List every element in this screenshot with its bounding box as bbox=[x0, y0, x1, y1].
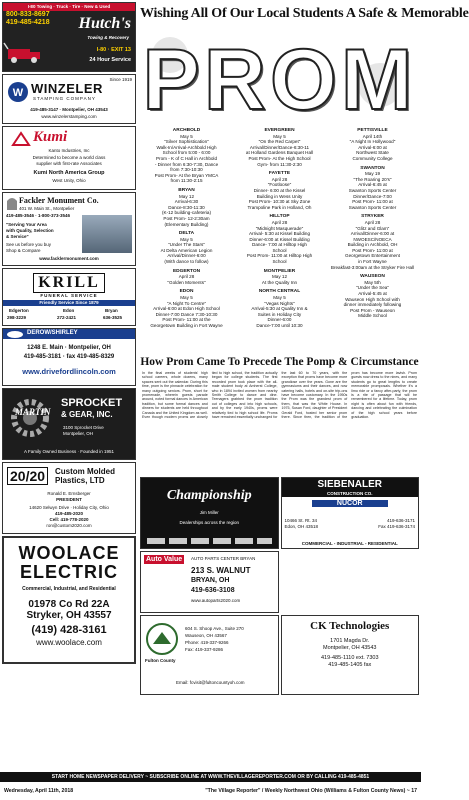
winzeler-ad bbox=[2, 74, 136, 124]
woolace-sub: Commercial, Industrial, and Residential bbox=[22, 586, 116, 592]
event-school: HILLTOP bbox=[269, 214, 290, 220]
event-theme: "On the Red Carpet" bbox=[258, 139, 301, 145]
custom-name2: Plastics, LTD bbox=[55, 476, 105, 485]
event-detail: from 11:30-2:15 bbox=[170, 178, 203, 184]
event-detail: (Elementary Building) bbox=[164, 221, 209, 227]
event-school: NORTH CENTRAL bbox=[258, 289, 301, 295]
fackler-shop: Shop & Compare bbox=[6, 248, 41, 253]
monument-photo bbox=[82, 215, 132, 253]
autovalue-label: AUTO PARTS CENTER BRYAN bbox=[191, 556, 256, 561]
event-date: April 28 bbox=[271, 176, 288, 182]
fackler-serving2: with Quality, Selection bbox=[6, 228, 54, 233]
fackler-name: Fackler Monument Co. bbox=[19, 196, 99, 205]
event-theme: "Footloose" bbox=[267, 182, 292, 188]
hutchs-exit: I-80 · EXIT 13 bbox=[96, 47, 131, 53]
fackler-addr: 401 W. Main St., Montpelier bbox=[19, 206, 75, 211]
event-school: PETTISVILLE bbox=[357, 128, 388, 133]
ck-addr2: Montpelier, OH 43543 bbox=[322, 644, 377, 651]
siebenaler-addr1: 10466 St. Rt. 34 bbox=[284, 518, 318, 523]
event-detail: Dance-7:00 until 10:30 bbox=[256, 323, 303, 328]
siebenaler-ph: 419-636-3171 bbox=[386, 518, 415, 523]
fackler-serving1: "Serving Your Area bbox=[6, 222, 47, 227]
event-detail: Arrival-6:00 at Edon High School bbox=[153, 306, 220, 312]
krill-bar: Friendly Service Since 1879 bbox=[3, 300, 135, 306]
hutchs-hours: 24 Hour Service bbox=[89, 57, 131, 63]
event-detail: dinner immediately following bbox=[343, 302, 402, 308]
event-theme: "Glitz and Glam" bbox=[355, 225, 390, 231]
event-detail: Prom - K of C Hall in Archbold bbox=[155, 155, 218, 161]
kumi-sub: Kanto Industries, Inc bbox=[48, 148, 90, 153]
woolace-name1: WOOLACE bbox=[18, 543, 120, 563]
event-detail: Dinner-7:00 Dance 7:30-10:30 bbox=[155, 311, 218, 317]
championship-title: Championship bbox=[166, 488, 252, 503]
sprockett-ad bbox=[2, 388, 136, 460]
prom-schedule bbox=[140, 128, 419, 352]
fulton-addr1: 604 S. Shoop Ave., Suite 270 bbox=[185, 626, 244, 631]
event-detail: Walk-In/Arrival-Archbold High bbox=[156, 144, 217, 150]
event-detail: Arrival-6:00 at bbox=[358, 144, 387, 150]
nucor-brand: NUCOR bbox=[312, 500, 389, 507]
kumi-name: Kumi bbox=[33, 129, 68, 145]
monument-icon bbox=[6, 196, 18, 210]
event-detail: Suites in Holiday City bbox=[257, 311, 302, 317]
woolace-web: www.woolace.com bbox=[36, 637, 102, 647]
championship-ad bbox=[140, 477, 279, 549]
event-theme: "The Roaring 20's" bbox=[353, 176, 392, 182]
krill-p1: 298-3229 bbox=[7, 315, 27, 320]
fulton-addr2: Wauseon, OH 43567 bbox=[185, 633, 227, 638]
fulton-org: Fulton County bbox=[145, 658, 176, 663]
hutchs-tagline: I-80 Towing · Truck · Tire · New & Used bbox=[3, 3, 135, 11]
event-theme: At the Quality Inn bbox=[261, 279, 298, 285]
custom-cell: Cell: 419-778-2020 bbox=[49, 517, 89, 522]
sprockett-tag: A Family Owned Business · Founded in 1951 bbox=[23, 449, 115, 454]
winzeler-since: Since 1919 bbox=[109, 77, 132, 82]
schedule-col-1 bbox=[142, 128, 231, 352]
sprockett-name1: MARTIN bbox=[15, 407, 51, 417]
story-body: In the final weeks of students' high school careers, whole dozens, many spaces sent out the calendar. During this time, prom is the pinnacle celebration for many outgoing seniors. Prom, short for promenade, wherein guests parade around, noted formal dances in American tradition, but some formal dances and dinners for students are held throughout Canada and the United Kingdom as well. Even though modern proms are closely tied to high school, the tradition actually began for college students. The first recorded prom took place with the all-male student body at Amherst College, who in 1894 invited women from nearby Smith College to dance and dine. Teenagers grabbed the prom tradition out of colleges and into high schools, and by the early 1940s, proms were relatively tied to high school life. Proms have remained essentially unchanged for the last 60 to 70 years, with the exception that proms have become more grandiose over the years. Gone are the gymnasiums and their dances, and now catering halls, hotels and on-site trip-ons have become customary. In the 1950s the Prom was the grandest prom of them, that was the White House. In 1975, Susan Ford, daughter of President Gerald Ford, hosted her senior prom there. Since then, the tradition of the prom has become more lavish. Prom guests now dress to the nines, and many students go to great lengths to create memorable promposals. Whether it's a limo ride or a fancy after-party, the prom is a rite of passage that will be remembered for a lifetime. Today, prom night is often about fun with friends, dancing and celebrating the culmination of the high school years before graduation. bbox=[142, 371, 417, 420]
event-detail: Dinner-6:00 bbox=[267, 317, 292, 323]
event-detail: School bbox=[272, 247, 287, 253]
hutchs-ad bbox=[2, 2, 136, 72]
siebenaler-bar: COMMERCIAL - INDUSTRIAL - RESIDENTIAL bbox=[301, 540, 398, 546]
autovalue-city: BRYAN, OH bbox=[191, 577, 230, 584]
woolace-addr2: Stryker, OH 43557 bbox=[26, 609, 112, 621]
championship-sub: Jim Miller bbox=[199, 510, 219, 515]
winzeler-address: 419-485-3147 · Montpelier, OH 43543 bbox=[30, 107, 108, 112]
schedule-col-2 bbox=[235, 128, 324, 352]
winzeler-logo-icon bbox=[7, 81, 29, 103]
dealer-logos bbox=[147, 538, 272, 544]
sprockett-name2: SPROCKET bbox=[61, 397, 123, 409]
fulton-county-logo-icon bbox=[145, 622, 179, 656]
event-detail: Post Prom - Wauseon bbox=[350, 307, 395, 313]
event-detail: Swanton Sports Center bbox=[348, 204, 397, 210]
autovalue-phone: 419-636-3108 bbox=[191, 587, 235, 594]
prom-event bbox=[328, 128, 417, 162]
event-date: April 28 bbox=[364, 219, 381, 225]
winzeler-sub: STAMPING COMPANY bbox=[33, 96, 96, 101]
siebenaler-addr2: Edon, OH 43518 bbox=[284, 524, 319, 529]
siebenaler-fax: Fax 419-636-3174 bbox=[378, 524, 415, 529]
event-school: BRYAN bbox=[178, 187, 195, 193]
ck-ad bbox=[281, 615, 420, 695]
event-detail: Arrival/Dinner-6:00 bbox=[167, 253, 206, 259]
event-detail: Post Prom- 11:00 at bbox=[352, 199, 393, 205]
event-theme: "Midnight Masquerade" bbox=[255, 225, 304, 231]
krill-c3: Bryan bbox=[105, 308, 118, 313]
ck-fax: 419-485-1405 fax bbox=[328, 661, 372, 668]
autovalue-ad bbox=[140, 551, 279, 613]
krill-c2: Edon bbox=[63, 308, 75, 313]
event-detail: Arrival- 5:30 at Kissel Building bbox=[248, 231, 311, 237]
prom-event bbox=[328, 274, 417, 319]
prom-event bbox=[235, 269, 324, 286]
event-school: STRYKER bbox=[361, 214, 384, 220]
championship-line: Dealerships across the region bbox=[179, 519, 240, 525]
autovalue-brand: Auto Value bbox=[146, 556, 183, 563]
event-detail: Dinner-6:00 at Kissel Building bbox=[249, 236, 310, 242]
woolace-name2: ELECTRIC bbox=[20, 562, 118, 582]
event-detail: Breakfast-3:00am at the Stryker Fire Hall bbox=[330, 264, 415, 270]
event-date: May 12 bbox=[178, 193, 195, 199]
event-school: WAUSEON bbox=[360, 274, 385, 280]
event-detail: Swanton Sports Center bbox=[348, 187, 397, 193]
fackler-hours: See us before you buy bbox=[6, 242, 52, 247]
prom-event bbox=[142, 289, 231, 328]
custom-title: PRESIDENT bbox=[56, 497, 82, 502]
woolace-phone: (419) 428-3161 bbox=[31, 623, 107, 636]
fackler-ad bbox=[2, 192, 136, 266]
event-date: April 14th bbox=[362, 133, 383, 139]
event-date: April 28 bbox=[178, 274, 195, 280]
autovalue-web: www.autoparts2020.com bbox=[191, 598, 241, 603]
event-school: FAYETTE bbox=[268, 171, 291, 177]
tow-truck-icon bbox=[6, 43, 50, 65]
event-detail: Dinner/Dance-7:00 bbox=[353, 193, 392, 199]
event-theme: "Under the Sea" bbox=[356, 285, 389, 291]
sprockett-name3: & GEAR, INC. bbox=[61, 410, 113, 419]
right-ads bbox=[140, 477, 419, 695]
event-date: May 12 bbox=[271, 274, 288, 280]
event-detail: Post Prom- At the Bryan YMCA bbox=[154, 172, 219, 178]
event-detail: - Dinner from 6:30-7:30, Dance bbox=[154, 161, 219, 167]
event-date: April 28 bbox=[271, 219, 288, 225]
fackler-phone: 419-485-3546 · 1-800-373-3546 bbox=[6, 213, 71, 218]
gerow-web: www.drivefordlincoln.com bbox=[22, 367, 116, 376]
event-school: EDON bbox=[179, 289, 194, 295]
event-theme: "A Night To Centre" bbox=[166, 300, 207, 306]
krill-name: KRILL bbox=[33, 273, 105, 293]
event-detail: School from 5:00 - 6:00 bbox=[162, 150, 211, 156]
prom-event bbox=[142, 269, 231, 286]
gerow-brand: DEROW/SHIRLEY bbox=[3, 329, 135, 339]
krill-sub: FUNERAL SERVICE bbox=[40, 293, 98, 298]
hutchs-phone2: 419-485-4218 bbox=[6, 18, 50, 26]
event-detail: Post Prom- 11:00 at bbox=[352, 247, 393, 253]
event-date: May 5 bbox=[180, 133, 193, 139]
kumi-ad bbox=[2, 126, 136, 190]
event-school: DELTA bbox=[178, 231, 195, 237]
fackler-web: www.facklermonument.com bbox=[39, 256, 99, 261]
prom-event bbox=[235, 289, 324, 328]
custom-logo: 20/20 bbox=[7, 467, 48, 485]
event-date: May 5th bbox=[364, 279, 381, 285]
issue-date: Wednesday, April 11th, 2018 bbox=[4, 788, 74, 794]
event-detail: from 7:30-10:30 bbox=[170, 167, 203, 173]
event-school: EDGERTON bbox=[172, 268, 201, 274]
kumi-text4: West Unity, Ohio bbox=[52, 178, 86, 183]
page-footer bbox=[0, 784, 421, 798]
prom-event bbox=[235, 128, 324, 167]
svg-text:W: W bbox=[12, 87, 24, 99]
event-detail: (K-12 building-cafeteria) bbox=[161, 210, 212, 216]
event-detail: Building in Wess Unity bbox=[256, 193, 303, 199]
event-theme: "Silver Sophistication" bbox=[164, 139, 209, 145]
page-title: Wishing All Of Our Local Students A Safe & Memorable bbox=[140, 6, 469, 21]
prom-event bbox=[142, 128, 231, 184]
event-detail: Gym- from 11:30-2:30 bbox=[257, 161, 302, 167]
custom-phone: 419-485-2020 bbox=[54, 511, 84, 516]
fackler-serving3: & Service" bbox=[6, 234, 29, 239]
event-detail: Arrival/Dinner-6:00 at bbox=[350, 231, 395, 237]
schedule-col-3 bbox=[328, 128, 417, 352]
event-school: ARCHBOLD bbox=[172, 128, 201, 133]
gerow-ad bbox=[2, 328, 136, 386]
custom-person: Ronald E. Ernsberger bbox=[47, 491, 91, 496]
krill-p2: 272-2421 bbox=[57, 315, 77, 320]
sprockett-addr2: Montpelier, OH bbox=[63, 431, 94, 436]
krill-ad bbox=[2, 268, 136, 326]
event-detail: Arrival-6:30 bbox=[174, 199, 199, 205]
event-detail: Post Prom- At the High School bbox=[248, 155, 311, 161]
event-school: SWANTON bbox=[360, 165, 385, 171]
kumi-text3: Kumi North America Group bbox=[33, 170, 105, 176]
custom-name1: Custom Molded bbox=[55, 467, 115, 476]
event-detail: Post Prom- 10:30 at Sky Zone bbox=[248, 199, 311, 205]
ck-phone: 419-485-1110 ext. 7303 bbox=[320, 655, 379, 661]
event-detail: Community College bbox=[352, 155, 393, 161]
event-theme: "Golden Moments" bbox=[167, 279, 206, 285]
ck-addr1: 1701 Magda Dr. bbox=[330, 638, 370, 644]
event-detail: NWOESC/NOECA bbox=[353, 236, 392, 242]
prom-banner bbox=[140, 25, 419, 128]
kumi-text1: Determined to become a world class bbox=[32, 155, 106, 160]
event-detail: Dinner- 6:00 at the Kissel bbox=[253, 187, 306, 193]
event-detail: Arrival/Dinner/Dance-6:30-11 bbox=[249, 144, 310, 150]
subscribe-bar: START HOME NEWSPAPER DELIVERY ~ SUBSCRIBE ONLINE AT WWW.THEVILLAGEREPORTER.COM OR BY CALLING 419-485-4851 bbox=[0, 772, 421, 782]
main-area bbox=[140, 2, 469, 770]
prom-event bbox=[142, 231, 231, 265]
story-title: How Prom Came To Precede The Pomp & Circumstance bbox=[140, 356, 419, 368]
prom-event bbox=[328, 214, 417, 270]
siebenaler-name: SIEBENALER bbox=[282, 478, 419, 491]
ck-name: CK Technologies bbox=[310, 620, 390, 632]
custom-molded-ad bbox=[2, 462, 136, 534]
event-detail: School bbox=[272, 259, 287, 265]
custom-addr: 14620 Selwyn Drive · Holiday City, Ohio bbox=[29, 505, 109, 510]
event-detail: Post Prom- 12-2:30am bbox=[163, 215, 210, 221]
winzeler-name: WINZELER bbox=[31, 81, 103, 96]
event-theme: "Under The Stars" bbox=[168, 242, 205, 248]
prom-event bbox=[328, 166, 417, 211]
event-date: May 5 bbox=[273, 295, 286, 301]
event-detail: Post Prom- 11:00 at the bbox=[162, 317, 211, 323]
event-date: May 5 bbox=[273, 133, 286, 139]
sprockett-addr1: 3100 Sprocket Drive bbox=[63, 425, 104, 430]
event-detail: (With dance to follow) bbox=[164, 259, 209, 265]
prom-event bbox=[235, 171, 324, 210]
event-theme: "A Night In Hollywood" bbox=[349, 139, 396, 145]
hutchs-sub: Towing & Recovery bbox=[87, 35, 129, 40]
woolace-ad bbox=[2, 536, 136, 664]
event-date: May 5 bbox=[180, 295, 193, 301]
kumi-logo-icon bbox=[11, 131, 31, 147]
event-detail: Dance- 7:00 at Hilltop High bbox=[252, 242, 307, 248]
woolace-addr1: 01978 Co Rd 22A bbox=[28, 598, 110, 610]
prom-event bbox=[235, 214, 324, 264]
hutchs-name: Hutch's bbox=[78, 15, 131, 32]
krill-p3: 636-3525 bbox=[103, 315, 123, 320]
event-detail: at Holland Gardens Banquet Hall bbox=[245, 150, 314, 156]
ford-logo-icon bbox=[6, 330, 24, 339]
prom-event bbox=[142, 188, 231, 227]
left-ad-column bbox=[2, 2, 136, 770]
event-detail: Trampoline Park in Holland, Oh bbox=[247, 204, 312, 210]
event-detail: Arrival-6:45 at bbox=[358, 182, 387, 188]
hutchs-phone1: 800-833-8697 bbox=[6, 10, 50, 18]
winzeler-web: www.winzelerstamping.com bbox=[41, 114, 97, 119]
event-detail: Dance-8:30-11:30 bbox=[168, 204, 205, 210]
event-detail: Georgetown Building in Fort Wayne bbox=[150, 323, 223, 328]
event-detail: Arrival-5:45 at bbox=[358, 291, 387, 297]
siebenaler-sub: CONSTRUCTION CO. bbox=[282, 491, 419, 497]
event-detail: Building in Archbold, OH bbox=[347, 242, 398, 248]
event-detail: in Fort Wayne bbox=[358, 259, 387, 265]
event-detail: Middle School bbox=[358, 313, 387, 319]
fulton-phone: Phone: 419-337-9266 bbox=[185, 640, 229, 645]
kumi-text2: supplier with first-rate Associates bbox=[36, 161, 102, 166]
siebenaler-ad bbox=[281, 477, 420, 549]
krill-c1: Edgerton bbox=[9, 308, 29, 313]
event-detail: Post Prom- 11:00 at Hilltop High bbox=[246, 253, 313, 259]
prom-word: PROM bbox=[142, 32, 417, 128]
autovalue-addr: 213 S. WALNUT bbox=[191, 566, 251, 575]
siebenaler-spacer bbox=[281, 551, 420, 611]
gerow-line1: 1248 E. Main · Montpelier, OH bbox=[27, 345, 111, 351]
event-detail: At Delta American Legion bbox=[160, 247, 213, 253]
event-theme: "Vegas Nights" bbox=[264, 300, 295, 306]
event-detail: Wauseon High School with bbox=[345, 296, 400, 302]
fulton-fax: Fax: 419-337-9286 bbox=[185, 647, 224, 652]
event-detail: Georgetown Entertainment bbox=[345, 253, 400, 259]
fulton-ad bbox=[140, 615, 279, 695]
fulton-email: Email: fcvisit@fultoncountyoh.com bbox=[175, 680, 245, 685]
gear-icon bbox=[7, 395, 53, 441]
event-school: MONTPELIER bbox=[263, 268, 296, 274]
event-detail: Northwest State bbox=[356, 150, 389, 156]
gerow-line2: 419-485-3181 · fax 419-485-8329 bbox=[23, 354, 115, 360]
custom-web: ron@custom2020.com bbox=[46, 523, 92, 528]
event-school: EVERGREEN bbox=[264, 128, 295, 133]
paper-name: "The Village Reporter" / Weekly Northwest Ohio (Williams & Fulton County News) ~ 17 bbox=[205, 788, 417, 794]
event-detail: Arrival-5:30 at Quality Inn & bbox=[251, 306, 308, 312]
event-date: May 5 bbox=[180, 236, 193, 242]
event-date: May 19 bbox=[364, 171, 381, 177]
